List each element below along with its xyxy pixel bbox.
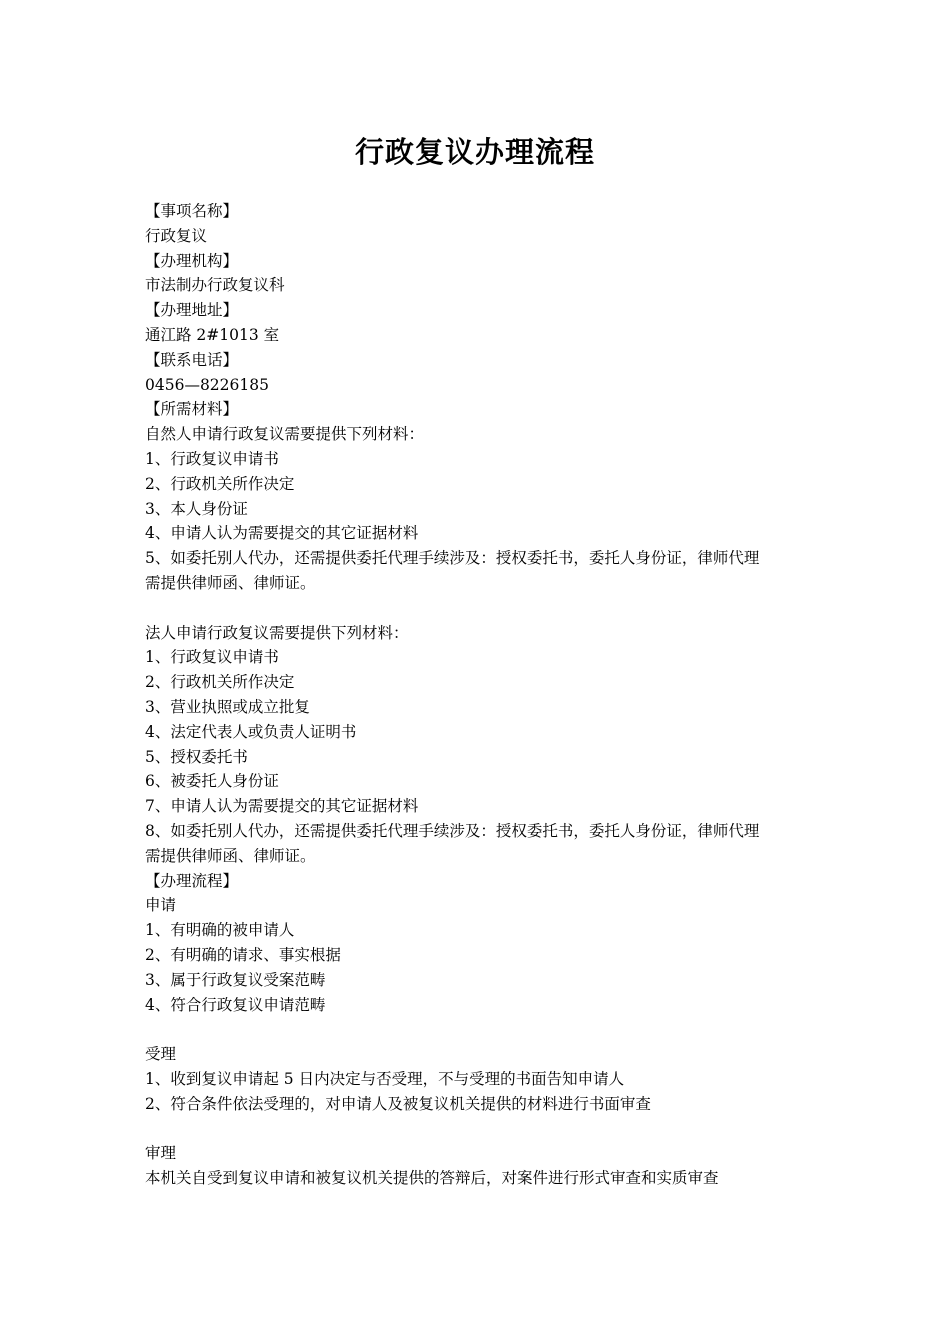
text-line: 3、本人身份证 bbox=[145, 499, 248, 518]
text-line: 行政复议 bbox=[145, 226, 208, 245]
text-line: 4、符合行政复议申请范畴 bbox=[145, 995, 326, 1014]
text-line: 法人申请行政复议需要提供下列材料： bbox=[145, 623, 409, 642]
text-line: 1、收到复议申请起 5 日内决定与否受理，不与受理的书面告知申请人 bbox=[145, 1069, 625, 1088]
text-line: 4、申请人认为需要提交的其它证据材料 bbox=[145, 524, 419, 543]
text-line: 【联系电话】 bbox=[145, 350, 239, 369]
text-line: 本机关自受到复议申请和被复议机关提供的答辩后，对案件进行形式审查和实质审查 bbox=[145, 1169, 719, 1188]
document-body bbox=[145, 199, 810, 1191]
text-line: 【所需材料】 bbox=[145, 400, 239, 419]
text-line: 6、被委托人身份证 bbox=[145, 772, 279, 791]
text-line: 2、符合条件依法受理的，对申请人及被复议机关提供的材料进行书面审查 bbox=[145, 1094, 651, 1113]
text-line: 【办理机构】 bbox=[145, 251, 239, 270]
text-line: 申请 bbox=[145, 896, 177, 915]
text-line: 5、如委托别人代办，还需提供委托代理手续涉及：授权委托书，委托人身份证，律师代理 bbox=[145, 549, 760, 568]
text-line: 2、行政机关所作决定 bbox=[145, 474, 295, 493]
blank-line bbox=[145, 1116, 810, 1141]
text-line: 3、属于行政复议受案范畴 bbox=[145, 970, 326, 989]
text-line: 市法制办行政复议科 bbox=[145, 276, 285, 295]
text-line: 受理 bbox=[145, 1045, 177, 1064]
text-line: 审理 bbox=[145, 1144, 177, 1163]
blank-line bbox=[145, 596, 810, 621]
text-line: 需提供律师函、律师证。 bbox=[145, 573, 316, 592]
text-line: 4、法定代表人或负责人证明书 bbox=[145, 722, 357, 741]
text-line: 7、申请人认为需要提交的其它证据材料 bbox=[145, 797, 419, 816]
text-line: 5、授权委托书 bbox=[145, 747, 248, 766]
text-line: 自然人申请行政复议需要提供下列材料： bbox=[145, 425, 425, 444]
text-line: 0456—8226185 bbox=[145, 375, 269, 394]
text-line: 需提供律师函、律师证。 bbox=[145, 846, 316, 865]
text-line: 【办理流程】 bbox=[145, 871, 239, 890]
blank-line bbox=[145, 1017, 810, 1042]
text-line: 1、有明确的被申请人 bbox=[145, 921, 295, 940]
text-line: 2、有明确的请求、事实根据 bbox=[145, 945, 341, 964]
text-line: 1、行政复议申请书 bbox=[145, 648, 279, 667]
text-line: 1、行政复议申请书 bbox=[145, 449, 279, 468]
text-line: 通江路 2#1013 室 bbox=[145, 325, 280, 344]
text-line: 【事项名称】 bbox=[145, 202, 239, 220]
text-line: 8、如委托别人代办，还需提供委托代理手续涉及：授权委托书，委托人身份证，律师代理 bbox=[145, 821, 760, 840]
text-line: 3、营业执照或成立批复 bbox=[145, 697, 310, 716]
text-line: 【办理地址】 bbox=[145, 301, 239, 320]
text-line: 2、行政机关所作决定 bbox=[145, 673, 295, 692]
document-title: 行政复议办理流程 bbox=[354, 135, 595, 169]
